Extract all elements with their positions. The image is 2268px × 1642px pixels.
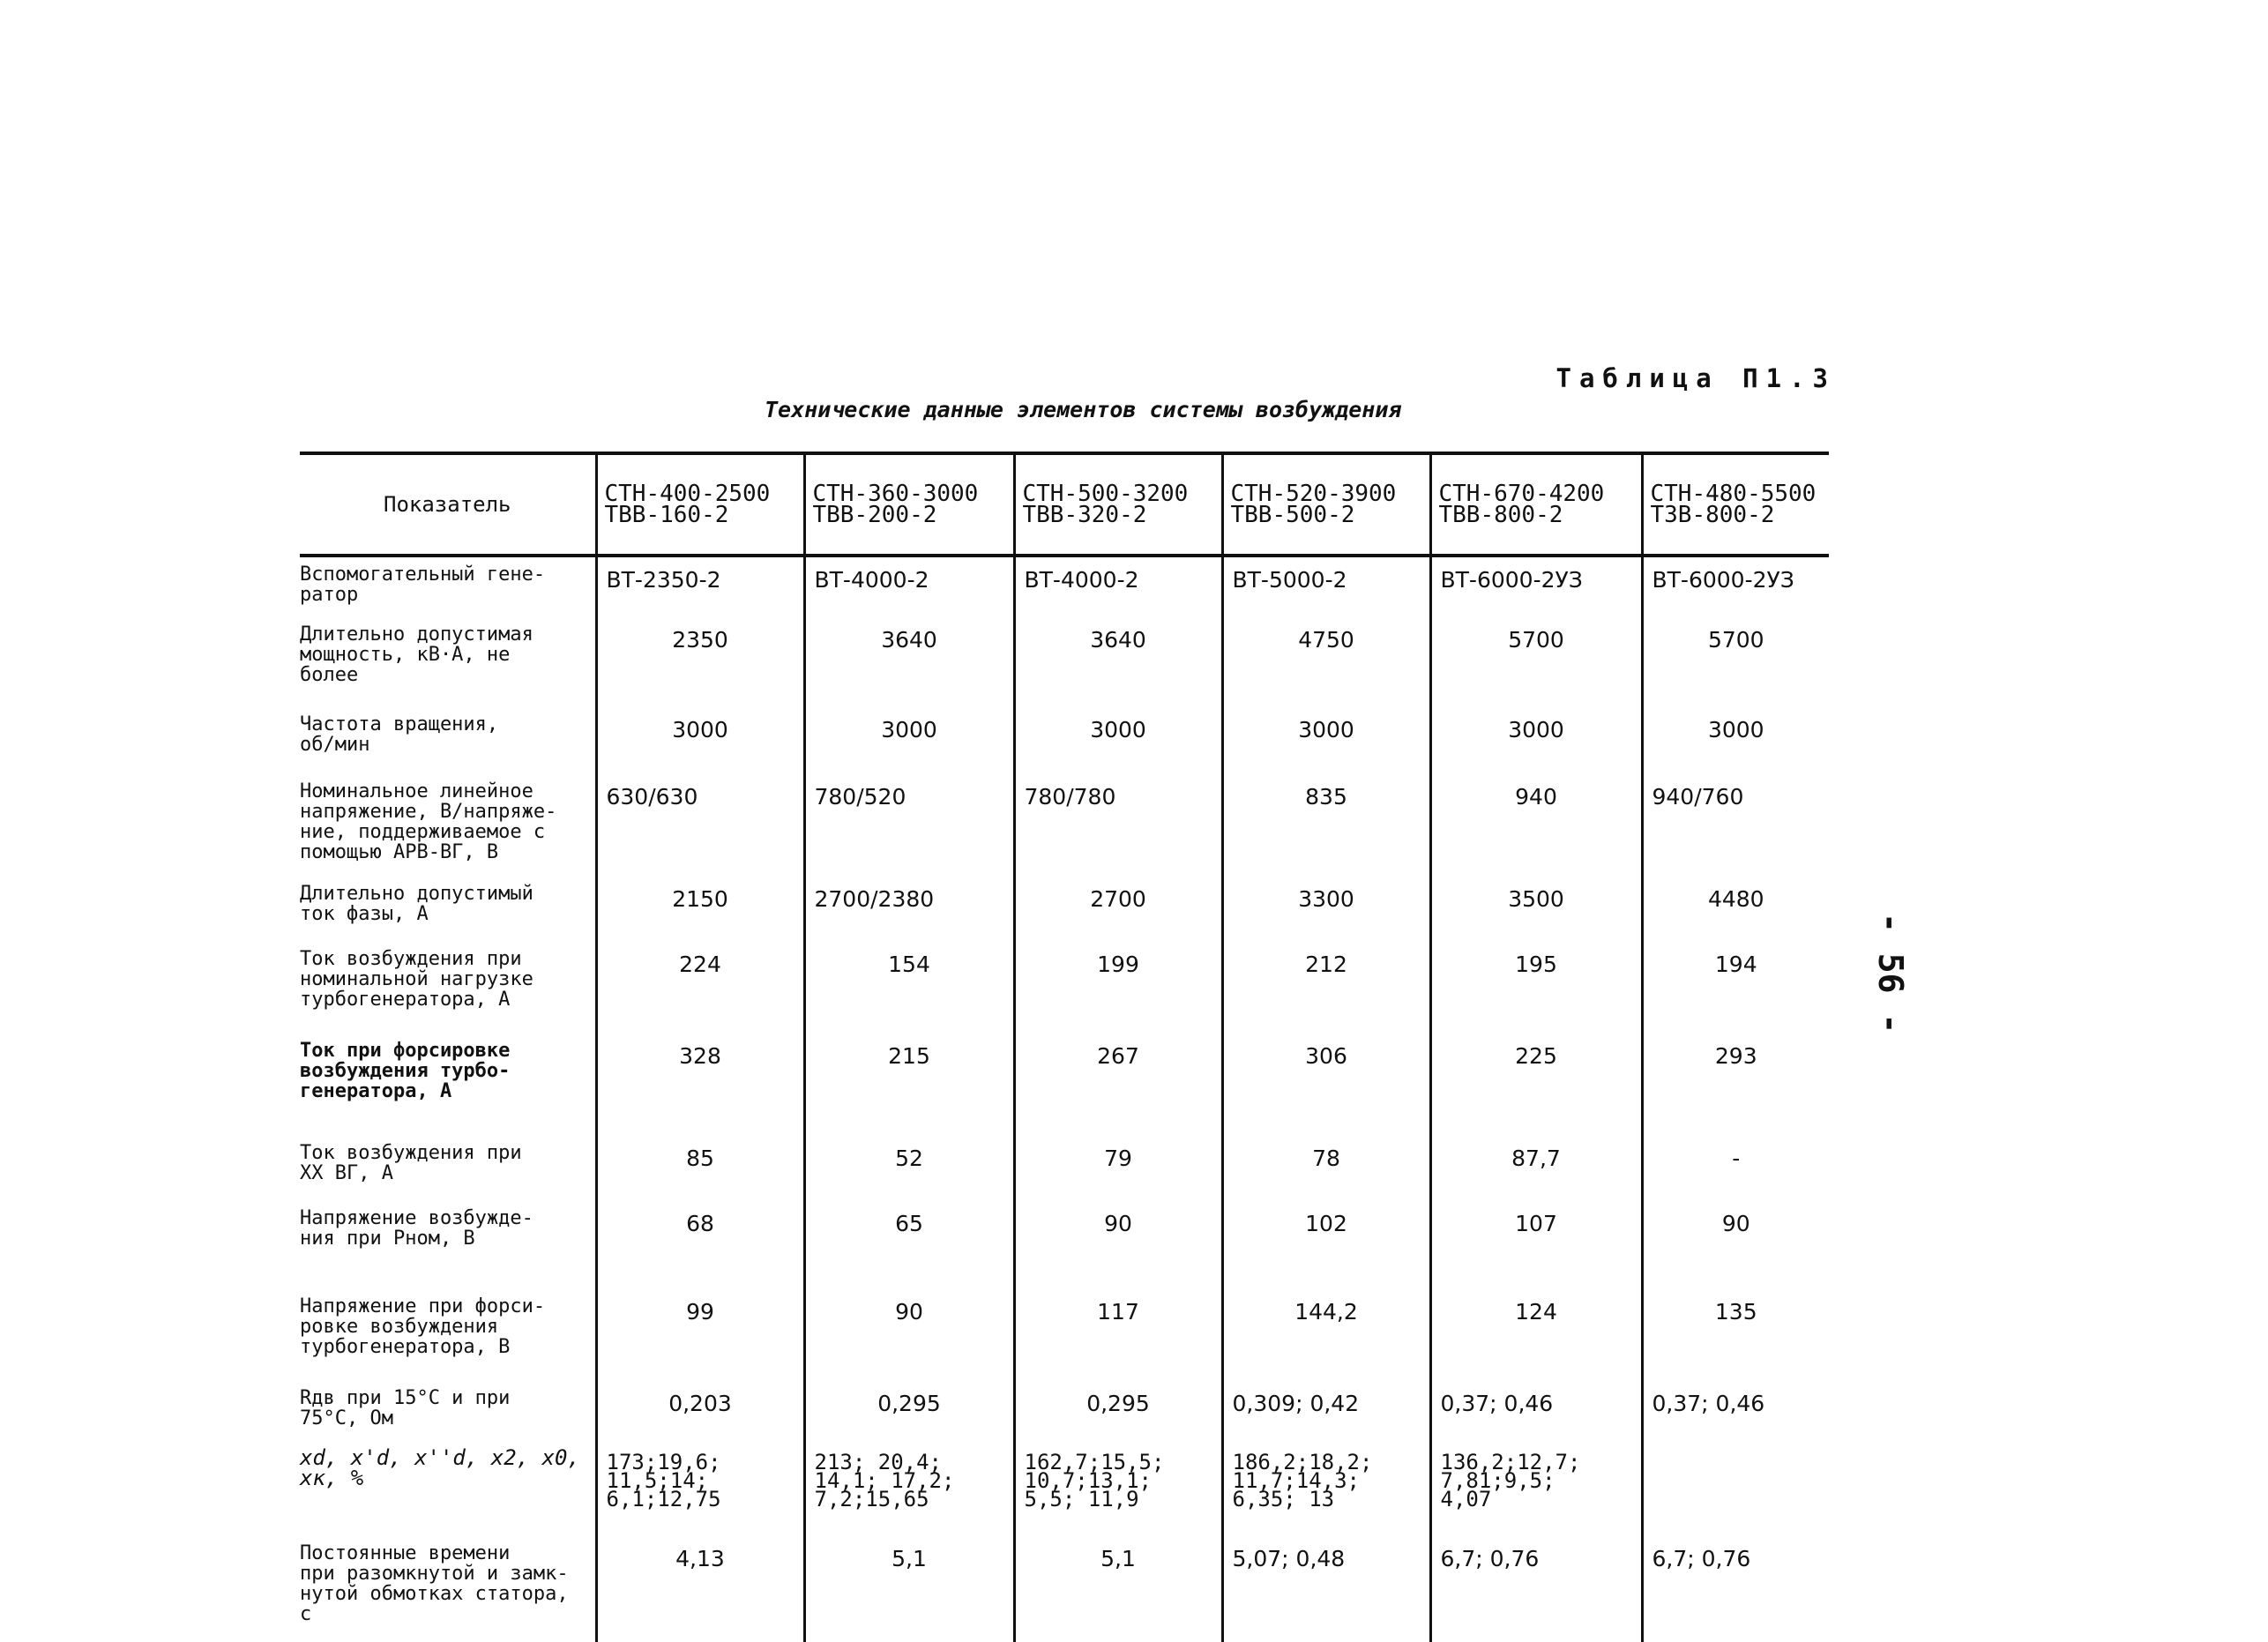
table-cell: 293 bbox=[1642, 1034, 1829, 1136]
table-cell: 0,203 bbox=[596, 1381, 804, 1441]
table-cell: 87,7 bbox=[1430, 1136, 1642, 1201]
table-cell: 780/520 bbox=[804, 774, 1014, 877]
table-cell: 2150 bbox=[596, 877, 804, 942]
table-cell: ВТ-2350-2 bbox=[596, 556, 804, 617]
table-cell: 3000 bbox=[1222, 707, 1430, 774]
table-cell: 135 bbox=[1642, 1289, 1829, 1381]
table-cell: 6,7; 0,76 bbox=[1642, 1536, 1829, 1642]
table-cell: 5,1 bbox=[804, 1536, 1014, 1642]
table-cell: 3640 bbox=[1014, 617, 1222, 707]
table-cell: 195 bbox=[1430, 942, 1642, 1034]
header-column-4: СТН-520-3900 ТВВ-500-2 bbox=[1222, 453, 1430, 556]
table-cell: 306 bbox=[1222, 1034, 1430, 1136]
table-cell: 2350 bbox=[596, 617, 804, 707]
header-column-6: СТН-480-5500 ТЗВ-800-2 bbox=[1642, 453, 1829, 556]
table-cell: 4750 bbox=[1222, 617, 1430, 707]
table-cell: 835 bbox=[1222, 774, 1430, 877]
table-cell: 3300 bbox=[1222, 877, 1430, 942]
table-cell: 0,295 bbox=[804, 1381, 1014, 1441]
table-cell: 224 bbox=[596, 942, 804, 1034]
row-label: Длительно допустимый ток фазы, А bbox=[300, 883, 533, 925]
row-label: Вспомогательный гене- ратор bbox=[300, 564, 546, 606]
table-cell: 117 bbox=[1014, 1289, 1222, 1381]
table-cell: 102 bbox=[1222, 1201, 1430, 1289]
table-row bbox=[300, 556, 1829, 617]
header-column-1: СТН-400-2500 ТВВ-160-2 bbox=[596, 453, 804, 556]
table-cell: 2700/2380 bbox=[804, 877, 1014, 942]
table-cell: 0,309; 0,42 bbox=[1222, 1381, 1430, 1441]
table-row bbox=[300, 617, 1829, 707]
table-row bbox=[300, 774, 1829, 877]
row-label: Ток при форсировке возбуждения турбо- генератора, А bbox=[300, 1040, 511, 1102]
table-cell: 215 bbox=[804, 1034, 1014, 1136]
header-indicator: Показатель bbox=[300, 453, 596, 556]
header-column-5: СТН-670-4200 ТВВ-800-2 bbox=[1430, 453, 1642, 556]
header-column-2: СТН-360-3000 ТВВ-200-2 bbox=[804, 453, 1014, 556]
table-cell: 5,1 bbox=[1014, 1536, 1222, 1642]
table-cell: 5700 bbox=[1642, 617, 1829, 707]
table-row bbox=[300, 1136, 1829, 1201]
table-cell: 0,295 bbox=[1014, 1381, 1222, 1441]
row-label: Напряжение при форси- ровке возбуждения турбогенератора, В bbox=[300, 1295, 546, 1358]
table-cell: ВТ-6000-2УЗ bbox=[1642, 556, 1829, 617]
table-cell: 90 bbox=[1642, 1201, 1829, 1289]
row-label: Постоянные времени при разомкнутой и замк- нутой обмотках статора, с bbox=[300, 1542, 569, 1625]
table-cell: 940/760 bbox=[1642, 774, 1829, 877]
table-cell: 2700 bbox=[1014, 877, 1222, 942]
table-cell: 6,7; 0,76 bbox=[1430, 1536, 1642, 1642]
table-row bbox=[300, 877, 1829, 942]
excitation-system-spec-table bbox=[300, 452, 1829, 1642]
table-cell: 99 bbox=[596, 1289, 804, 1381]
table-row bbox=[300, 1289, 1829, 1381]
row-label: Длительно допустимая мощность, кВ·А, не более bbox=[300, 623, 533, 686]
table-cell: ВТ-6000-2УЗ bbox=[1430, 556, 1642, 617]
table-cell: 136,2;12,7; 7,81;9,5; 4,07 bbox=[1430, 1441, 1642, 1536]
row-label: xd, x'd, x''d, x2, x0, xк, % bbox=[300, 1445, 580, 1490]
table-cell: 162,7;15,5; 10,7;13,1; 5,5; 11,9 bbox=[1014, 1441, 1222, 1536]
table-cell: 3000 bbox=[1014, 707, 1222, 774]
row-label: Номинальное линейное напряжение, В/напряже- ние, поддерживаемое с помощью АРВ-ВГ, В bbox=[300, 780, 557, 863]
table-row bbox=[300, 707, 1829, 774]
table-row bbox=[300, 1381, 1829, 1441]
table-cell: 144,2 bbox=[1222, 1289, 1430, 1381]
table-cell: 85 bbox=[596, 1136, 804, 1201]
table-cell: 173;19,6; 11,5;14; 6,1;12,75 bbox=[596, 1441, 804, 1536]
table-row bbox=[300, 1201, 1829, 1289]
table-cell: ВТ-5000-2 bbox=[1222, 556, 1430, 617]
row-label: Ток возбуждения при ХХ ВГ, А bbox=[300, 1142, 522, 1184]
table-cell: 3000 bbox=[1430, 707, 1642, 774]
row-label: Частота вращения, об/мин bbox=[300, 713, 499, 756]
table-cell: 267 bbox=[1014, 1034, 1222, 1136]
table-cell: 3000 bbox=[1642, 707, 1829, 774]
table-row bbox=[300, 1441, 1829, 1536]
row-label: Ток возбуждения при номинальной нагрузке турбогенератора, А bbox=[300, 948, 533, 1011]
page-number: - 56 - bbox=[1871, 913, 1910, 1034]
table-cell: ВТ-4000-2 bbox=[804, 556, 1014, 617]
table-row bbox=[300, 1536, 1829, 1642]
table-cell: 65 bbox=[804, 1201, 1014, 1289]
table-cell: 940 bbox=[1430, 774, 1642, 877]
table-cell: 0,37; 0,46 bbox=[1430, 1381, 1642, 1441]
table-cell: 212 bbox=[1222, 942, 1430, 1034]
table-cell: 328 bbox=[596, 1034, 804, 1136]
table-cell: 3000 bbox=[596, 707, 804, 774]
table-number-label: Таблица П1.3 bbox=[1556, 363, 1836, 393]
table-cell: 630/630 bbox=[596, 774, 804, 877]
table-cell: 3500 bbox=[1430, 877, 1642, 942]
table-cell: ВТ-4000-2 bbox=[1014, 556, 1222, 617]
table-cell: 5,07; 0,48 bbox=[1222, 1536, 1430, 1642]
table-caption: Технические данные элементов системы возбуждения bbox=[765, 397, 1402, 422]
table-cell: 78 bbox=[1222, 1136, 1430, 1201]
row-label: Rдв при 15°С и при 75°С, Ом bbox=[300, 1387, 511, 1429]
header-column-3: СТН-500-3200 ТВВ-320-2 bbox=[1014, 453, 1222, 556]
table-cell: 90 bbox=[804, 1289, 1014, 1381]
table-row bbox=[300, 942, 1829, 1034]
table-cell: 194 bbox=[1642, 942, 1829, 1034]
table-cell: 780/780 bbox=[1014, 774, 1222, 877]
table-cell: 90 bbox=[1014, 1201, 1222, 1289]
table-cell: 199 bbox=[1014, 942, 1222, 1034]
table-cell: 4480 bbox=[1642, 877, 1829, 942]
table-cell: 79 bbox=[1014, 1136, 1222, 1201]
table-cell: 68 bbox=[596, 1201, 804, 1289]
table-cell: 4,13 bbox=[596, 1536, 804, 1642]
table-cell: 5700 bbox=[1430, 617, 1642, 707]
table-cell: 154 bbox=[804, 942, 1014, 1034]
table-cell: 107 bbox=[1430, 1201, 1642, 1289]
table-cell: 225 bbox=[1430, 1034, 1642, 1136]
table-row bbox=[300, 1034, 1829, 1136]
table-cell: 3000 bbox=[804, 707, 1014, 774]
row-label: Напряжение возбужде- ния при Pном, В bbox=[300, 1207, 533, 1250]
table-cell: 52 bbox=[804, 1136, 1014, 1201]
table-cell: 0,37; 0,46 bbox=[1642, 1381, 1829, 1441]
table-cell: 3640 bbox=[804, 617, 1014, 707]
table-cell: 213; 20,4; 14,1; 17,2; 7,2;15,65 bbox=[804, 1441, 1014, 1536]
table-header-row bbox=[300, 453, 1829, 556]
table-cell: 186,2;18,2; 11,7;14,3; 6,35; 13 bbox=[1222, 1441, 1430, 1536]
table-cell: - bbox=[1642, 1136, 1829, 1201]
table-cell bbox=[1642, 1441, 1829, 1536]
table-cell: 124 bbox=[1430, 1289, 1642, 1381]
